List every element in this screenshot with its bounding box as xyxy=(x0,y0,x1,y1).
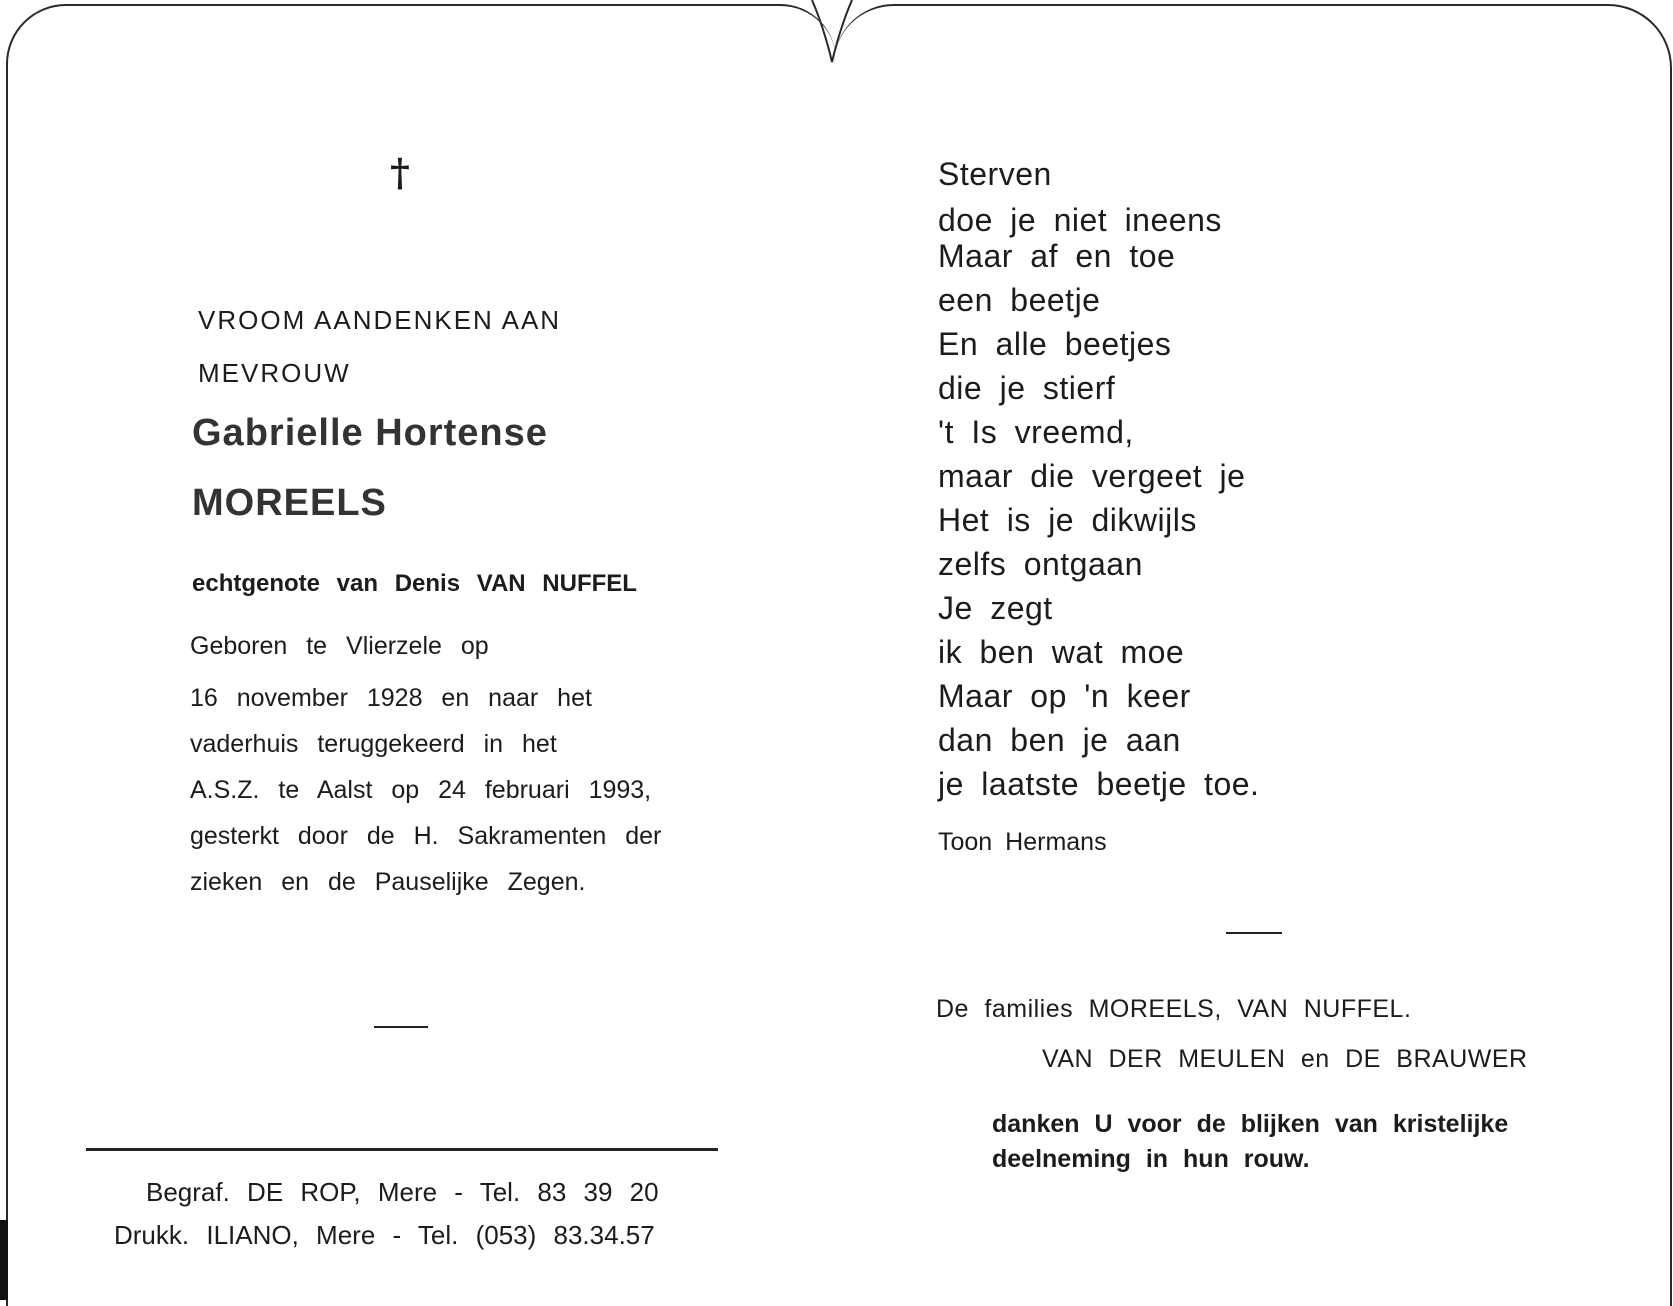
poem-line: Maar op 'n keer xyxy=(938,678,1191,714)
bio-line: A.S.Z. te Aalst op 24 februari 1993, xyxy=(190,776,652,804)
bio-line: vaderhuis teruggekeerd in het xyxy=(190,730,557,758)
poem-line: ik ben wat moe xyxy=(938,634,1185,670)
bio-line: Geboren te Vlierzele op xyxy=(190,632,489,660)
families-line: De families MOREELS, VAN NUFFEL. xyxy=(936,995,1412,1023)
poem-line: Sterven xyxy=(938,156,1052,192)
poem-line: een beetje xyxy=(938,282,1101,318)
memorial-heading: VROOM AANDENKEN AAN xyxy=(198,305,562,335)
thanks-line: danken U voor de blijken van kristelijke xyxy=(992,1110,1509,1138)
title-mevrouw: MEVROUW xyxy=(198,358,351,388)
funeral-home-line: Begraf. DE ROP, Mere - Tel. 83 39 20 xyxy=(146,1177,659,1207)
poem-line: maar die vergeet je xyxy=(938,458,1246,494)
poem-line: dan ben je aan xyxy=(938,722,1181,758)
poem-line: En alle beetjes xyxy=(938,326,1172,362)
bio-line: zieken en de Pauselijke Zegen. xyxy=(190,868,586,896)
divider xyxy=(374,1026,428,1028)
divider-long xyxy=(86,1148,718,1151)
deceased-surname: MOREELS xyxy=(192,482,387,524)
families-line: VAN DER MEULEN en DE BRAUWER xyxy=(1042,1045,1528,1073)
poem-line: Het is je dikwijls xyxy=(938,502,1197,538)
poem-line: die je stierf xyxy=(938,370,1116,406)
scan-edge-mark xyxy=(0,1220,8,1300)
spouse-line: echtgenote van Denis VAN NUFFEL xyxy=(192,570,637,597)
poem-line: doe je niet ineens xyxy=(938,202,1222,238)
divider xyxy=(1226,932,1282,934)
bio-line: gesterkt door de H. Sakramenten der xyxy=(190,822,662,850)
poem-line: Maar af en toe xyxy=(938,238,1176,274)
poem-line: 't Is vreemd, xyxy=(938,414,1134,450)
bio-line: 16 november 1928 en naar het xyxy=(190,684,592,712)
printer-line: Drukk. ILIANO, Mere - Tel. (053) 83.34.57 xyxy=(114,1220,655,1250)
thanks-line: deelneming in hun rouw. xyxy=(992,1145,1310,1173)
poem-line: Je zegt xyxy=(938,590,1053,626)
poem-line: je laatste beetje toe. xyxy=(938,766,1260,802)
memorial-cross: † xyxy=(390,150,410,195)
fold-notch xyxy=(810,0,854,70)
deceased-first-names: Gabrielle Hortense xyxy=(192,412,548,454)
poem-line: zelfs ontgaan xyxy=(938,546,1143,582)
poem-author: Toon Hermans xyxy=(938,828,1107,856)
